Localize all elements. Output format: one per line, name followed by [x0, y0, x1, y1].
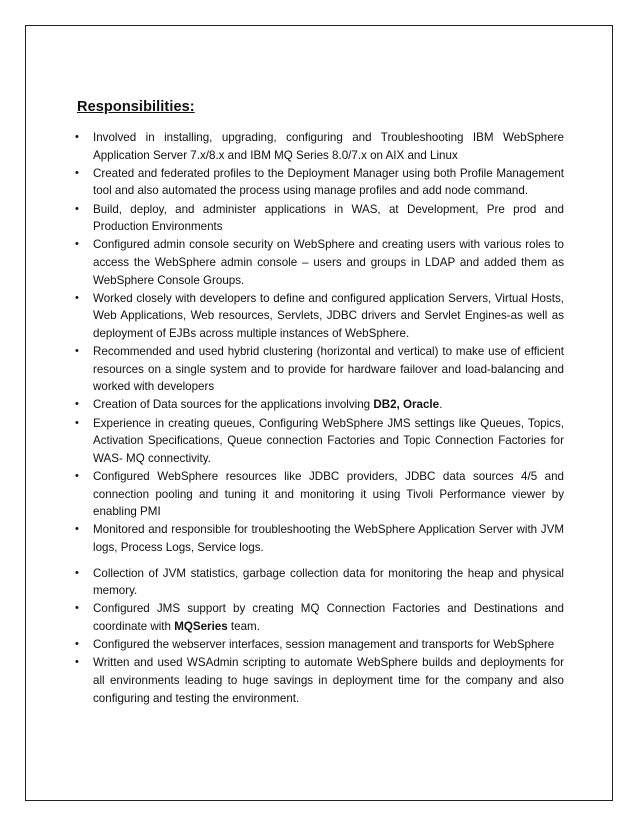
list-item-text: Monitored and responsible for troubleshooting the WebSphere Application Server with JVM logs, Process Logs, Service logs.	[93, 523, 564, 554]
bullet-icon: •	[75, 416, 79, 429]
list-item-text: Created and federated profiles to the Deployment Manager using both Profile Management tool and also automated the process using manage profiles and add node command.	[93, 166, 564, 198]
list-item-text-before: Configured JMS support by creating MQ Connection Factories and Destinations and coordinate with	[93, 602, 564, 633]
bullet-icon: •	[75, 291, 79, 304]
list-item-text-after: team.	[227, 619, 260, 633]
bullet-icon: •	[75, 345, 79, 358]
list-item-text: Worked closely with developers to define and configured application Servers, Virtual Hosts, Web Applications, Web resources, Servlets, JDBC drivers and Servlet Engines-as well as deployment of EJBs across multiple instances of WebSphere.	[93, 291, 564, 340]
bullet-icon: •	[75, 238, 79, 251]
bullet-icon: •	[75, 523, 79, 536]
list-item-text-before: Creation of Data sources for the applications involving	[93, 398, 374, 412]
bullet-icon: •	[75, 398, 79, 411]
list-item	[74, 415, 564, 468]
list-item-text: Recommended and used hybrid clustering (horizontal and vertical) to make use of efficient resources on a single system and to provide for hardware failover and load-balancing and worked with developers	[93, 345, 564, 394]
list-item	[74, 654, 564, 707]
list-item-text: Collection of JVM statistics, garbage collection data for monitoring the heap and physical memory.	[93, 566, 564, 598]
list-item-text: Written and used WSAdmin scripting to automate WebSphere builds and deployments for all environments leading to huge savings in deployment time for the company and also configuring and testing the environment.	[93, 656, 564, 705]
bullet-icon: •	[75, 602, 79, 615]
list-item	[74, 396, 564, 414]
list-item-text-after: .	[439, 398, 443, 412]
list-item-text: Configured admin console security on WebSphere and creating users with various roles to access the WebSphere admin console – users and groups in LDAP and added them as WebSphere Console Groups.	[93, 238, 564, 287]
bullet-icon: •	[75, 470, 79, 483]
list-item	[74, 129, 564, 164]
list-item-text	[93, 602, 564, 633]
list-item	[74, 468, 564, 521]
list-item-text: Configured the webserver interfaces, session management and transports for WebSphere	[93, 638, 555, 652]
list-item	[74, 343, 564, 396]
list-item	[74, 636, 564, 654]
bullet-icon: •	[75, 638, 79, 651]
section-heading: Responsibilities:	[77, 99, 195, 115]
list-item-text: Experience in creating queues, Configuring WebSphere JMS settings like Queues, Topics, Activation Specifications, Queue connection Factories and Topic Connection Factories for WAS- MQ connectivity.	[93, 416, 564, 465]
list-item	[74, 165, 564, 200]
list-item-text: Build, deploy, and administer applications in WAS, at Development, Pre prod and Production Environments	[93, 202, 564, 234]
list-item-text: Involved in installing, upgrading, configuring and Troubleshooting IBM WebSphere Application Server 7.x/8.x and IBM MQ Series 8.0/7.x on AIX and Linux	[93, 131, 564, 162]
bullet-icon: •	[75, 131, 79, 143]
bullet-icon: •	[75, 166, 79, 179]
bullet-icon: •	[75, 656, 79, 669]
list-item	[74, 521, 564, 556]
list-item-text: Configured WebSphere resources like JDBC providers, JDBC data sources 4/5 and connection pooling and tuning it and monitoring it using Tivoli Performance viewer by enabling PMI	[93, 470, 564, 519]
list-item	[74, 600, 564, 635]
list-item-bold-text: MQSeries	[174, 619, 228, 633]
responsibilities-list	[74, 129, 564, 708]
list-item-bold-text: DB2, Oracle	[373, 398, 440, 412]
list-item	[74, 290, 564, 343]
bullet-icon: •	[75, 566, 79, 579]
list-item	[74, 565, 564, 600]
bullet-icon: •	[75, 202, 79, 215]
list-item	[74, 201, 564, 236]
list-item-text	[93, 398, 442, 411]
list-item	[74, 236, 564, 289]
